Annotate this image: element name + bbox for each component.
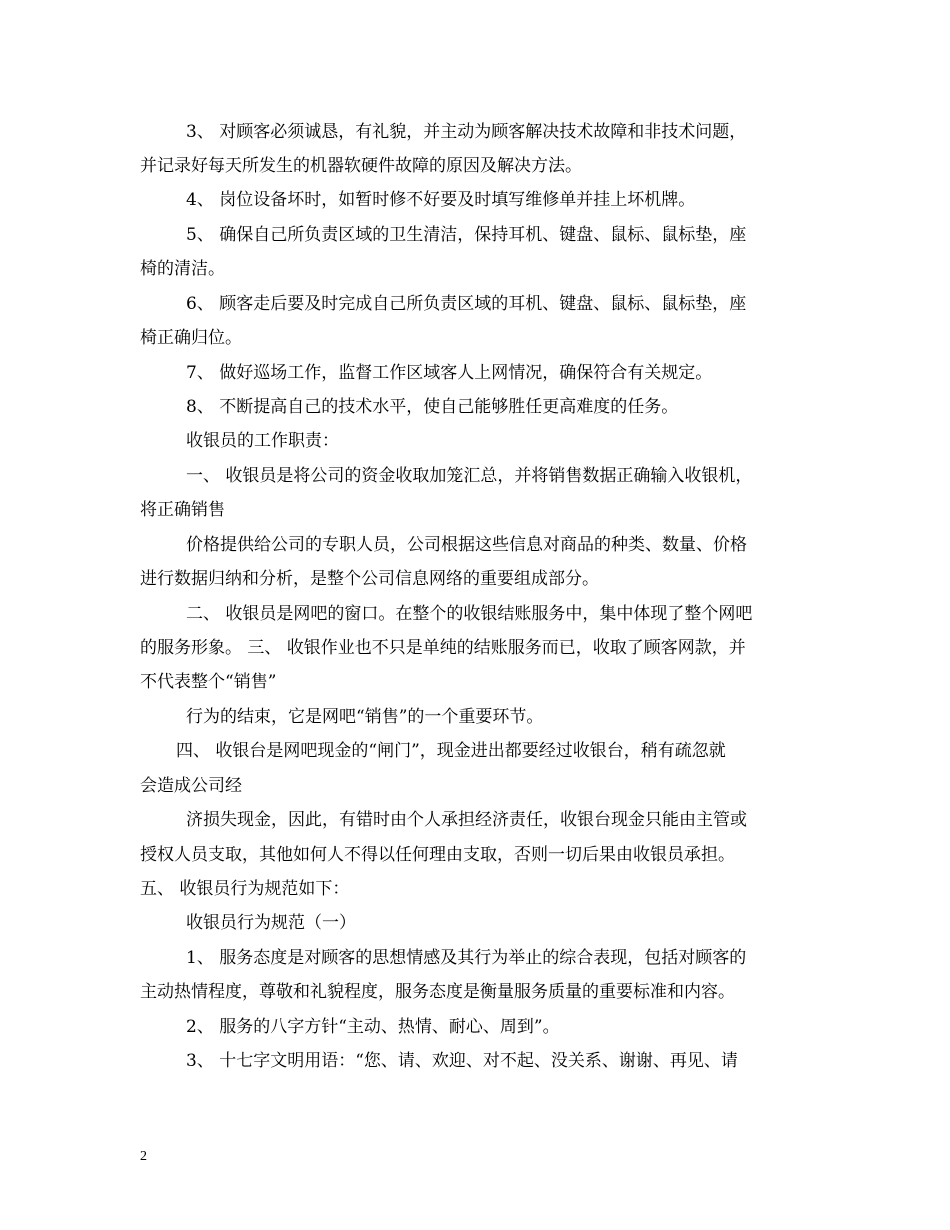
paragraph-line: 椅的清洁。 [140,259,225,279]
page-number: 2 [140,1149,147,1164]
paragraph-line: 五、 收银员行为规范如下： [140,879,350,899]
paragraph-line: 不代表整个“销售” [140,672,277,692]
section-heading: 收银员行为规范（一） [186,913,356,933]
paragraph-line: 将正确销售 [140,500,225,520]
paragraph-line: 6、 顾客走后要及时完成自己所负责区域的耳机、键盘、鼠标、鼠标垫，座 [186,294,747,314]
paragraph-line: 的服务形象。 三、 收银作业也不只是单纯的结账服务而已，收取了顾客网款，并 [140,638,746,658]
paragraph-line: 1、 服务态度是对顾客的思想情感及其行为举止的综合表现，包括对顾客的 [186,948,747,968]
paragraph-line: 二、 收银员是网吧的窗口。在整个的收银结账服务中，集中体现了整个网吧 [186,604,753,624]
paragraph-line: 5、 确保自己所负责区域的卫生清洁，保持耳机、键盘、鼠标、鼠标垫，座 [186,225,747,245]
paragraph-line: 4、 岗位设备坏时，如暂时修不好要及时填写维修单并挂上坏机牌。 [186,190,696,210]
paragraph-line: 3、 对顾客必须诚恳，有礼貌，并主动为顾客解决技术故障和非技术问题， [186,122,747,142]
paragraph-line: 会造成公司经 [140,776,242,796]
section-heading: 收银员的工作职责： [186,431,339,451]
paragraph-line: 济损失现金，因此，有错时由个人承担经济责任，收银台现金只能由主管或 [186,810,747,830]
paragraph-line: 3、 十七字文明用语：“您、请、欢迎、对不起、没关系、谢谢、再见、请 [186,1051,738,1071]
paragraph-line: 四、 收银台是网吧现金的“闸门”，现金进出都要经过收银台，稍有疏忽就 [176,741,726,761]
paragraph-line: 一、 收银员是将公司的资金收取加笼汇总，并将销售数据正确输入收银机， [186,466,753,486]
paragraph-line: 7、 做好巡场工作，监督工作区域客人上网情况，确保符合有关规定。 [186,363,713,383]
paragraph-line: 授权人员支取，其他如何人不得以任何理由支取，否则一切后果由收银员承担。 [140,845,735,865]
paragraph-line: 价格提供给公司的专职人员，公司根据这些信息对商品的种类、数量、价格 [186,535,747,555]
paragraph-line: 行为的结束，它是网吧“销售”的一个重要环节。 [186,707,544,727]
paragraph-line: 主动热情程度，尊敬和礼貌程度，服务态度是衡量服务质量的重要标准和内容。 [140,982,735,1002]
paragraph-line: 8、 不断提高自己的技术水平，使自己能够胜任更高难度的任务。 [186,397,679,417]
paragraph-line: 并记录好每天所发生的机器软硬件故障的原因及解决方法。 [140,156,582,176]
paragraph-line: 进行数据归纳和分析，是整个公司信息网络的重要组成部分。 [140,569,599,589]
paragraph-line: 2、 服务的八字方针“主动、热情、耐心、周到”。 [186,1017,560,1037]
paragraph-line: 椅正确归位。 [140,328,242,348]
